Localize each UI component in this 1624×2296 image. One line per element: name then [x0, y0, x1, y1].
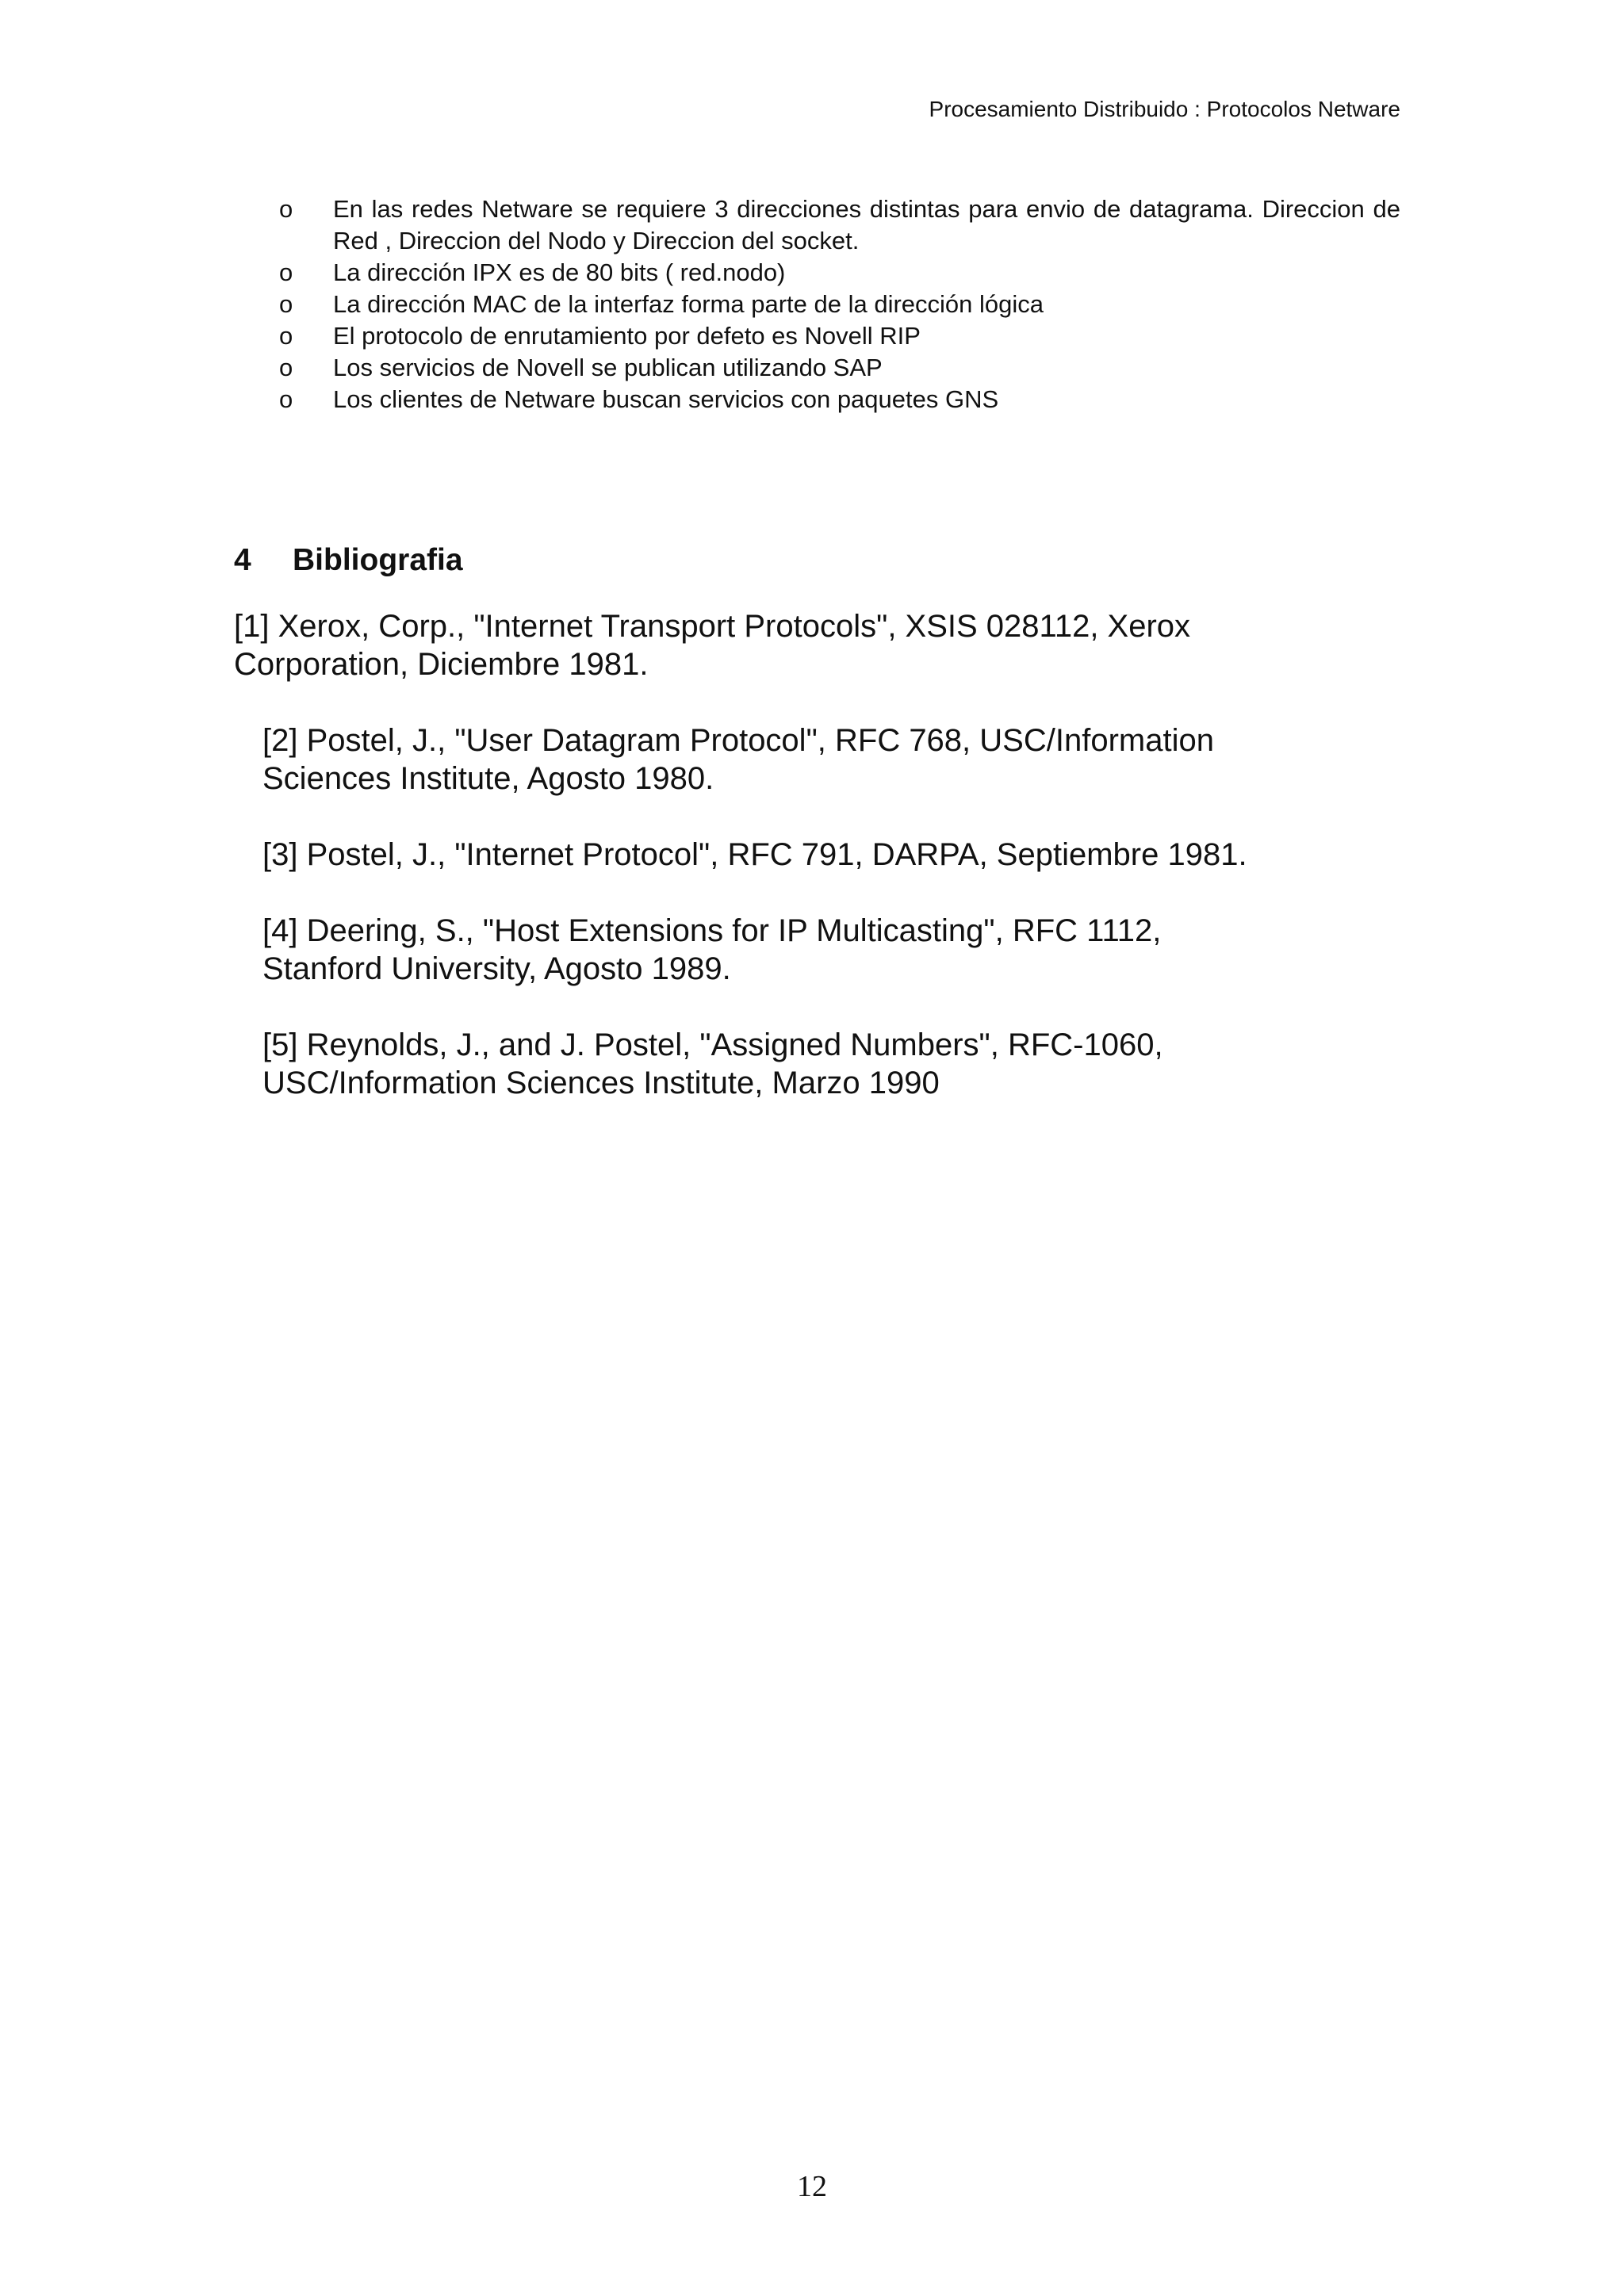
bullet-text: En las redes Netware se requiere 3 direcciones distintas para envio de datagrama. Direccion de Red , Direccion del Nodo y Direccion del socket.: [333, 195, 1400, 254]
section-number: 4: [234, 543, 251, 577]
bullet-text: La dirección MAC de la interfaz forma parte de la dirección lógica: [333, 290, 1044, 318]
bibliography-entry: [234, 607, 1360, 683]
bullet-text: La dirección IPX es de 80 bits ( red.nodo): [333, 258, 786, 286]
bibliography-entry-line: [4] Deering, S., "Host Extensions for IP Multicasting", RFC 1112,: [262, 913, 1162, 948]
running-header: Procesamiento Distribuido : Protocolos Netware: [929, 97, 1400, 121]
bullet-item: [279, 320, 1400, 352]
bullet-item: [279, 289, 1400, 320]
bibliography-entry-line: Stanford University, Agosto 1989.: [262, 951, 731, 986]
page-number: 12: [797, 2170, 827, 2203]
bibliography-entry: [234, 836, 1360, 874]
bullet-text: Los servicios de Novell se publican utilizando SAP: [333, 354, 883, 381]
bibliography-entry-line: USC/Information Sciences Institute, Marzo 1990: [262, 1066, 940, 1100]
section-title: Bibliografia: [293, 543, 463, 577]
bullet-marker-icon: o: [279, 290, 293, 318]
bullet-marker-icon: o: [279, 195, 293, 223]
bibliography-entry-line: Corporation, Diciembre 1981.: [234, 647, 649, 682]
bullet-text: El protocolo de enrutamiento por defeto es Novell RIP: [333, 322, 921, 350]
bibliography-entry: [234, 1026, 1360, 1102]
bibliography-entry-line: [5] Reynolds, J., and J. Postel, "Assigned Numbers", RFC-1060,: [262, 1027, 1163, 1062]
bullet-item: [279, 384, 1400, 415]
bibliography-entry-line: [1] Xerox, Corp., "Internet Transport Protocols", XSIS 028112, Xerox: [234, 609, 1191, 644]
feature-bullet-list: [279, 193, 1400, 415]
bullet-item: [279, 193, 1400, 257]
section-heading: [234, 541, 463, 580]
bullet-marker-icon: o: [279, 385, 293, 413]
bullet-text: Los clientes de Netware buscan servicios con paquetes GNS: [333, 385, 999, 413]
bibliography-entry: [234, 721, 1360, 798]
bullet-item: [279, 257, 1400, 289]
bibliography-entry-line: [3] Postel, J., "Internet Protocol", RFC 791, DARPA, Septiembre 1981.: [262, 837, 1247, 872]
bullet-marker-icon: o: [279, 322, 293, 350]
bibliography-entry-line: [2] Postel, J., "User Datagram Protocol", RFC 768, USC/Information: [262, 723, 1214, 758]
bullet-marker-icon: o: [279, 258, 293, 286]
bibliography-list: [234, 607, 1360, 1140]
bibliography-entry-line: Sciences Institute, Agosto 1980.: [262, 761, 714, 796]
bullet-marker-icon: o: [279, 354, 293, 381]
bibliography-entry: [234, 912, 1360, 988]
bullet-item: [279, 352, 1400, 384]
